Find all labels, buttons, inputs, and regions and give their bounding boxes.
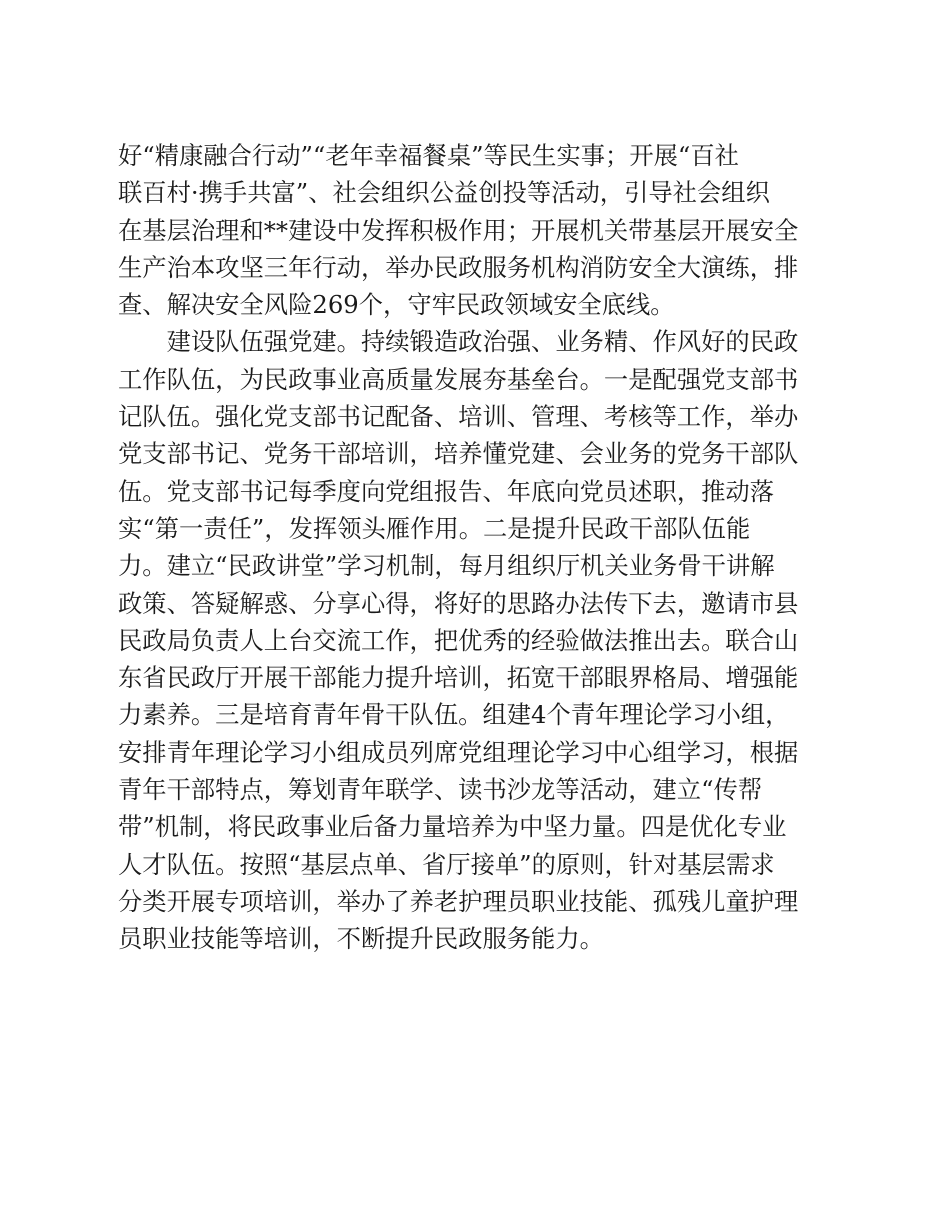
text-line: 分类开展专项培训，举办了养老护理员职业技能、孤残儿童护理 [118, 886, 799, 916]
text-line: 东省民政厅开展干部能力提升培训，拓宽干部眼界格局、增强能 [118, 663, 799, 693]
text-line: 查、解决安全风险269个，守牢民政领域安全底线。 [118, 290, 675, 320]
text-line: 伍。党支部书记每季度向党组报告、年底向党员述职，推动落 [118, 476, 775, 506]
text-line: 建设队伍强党建。持续锻造政治强、业务精、作风好的民政 [166, 327, 799, 357]
text-line: 人才队伍。按照“基层点单、省厅接单”的原则，针对基层需求 [118, 849, 775, 879]
text-line: 记队伍。强化党支部书记配备、培训、管理、考核等工作，举办 [118, 402, 799, 432]
text-line: 青年干部特点，筹划青年联学、读书沙龙等活动，建立“传帮 [118, 775, 763, 805]
text-line: 带”机制，将民政事业后备力量培养为中坚力量。四是优化专业 [118, 812, 787, 842]
text-line: 安排青年理论学习小组成员列席党组理论学习中心组学习，根据 [118, 737, 799, 767]
text-line: 力。建立“民政讲堂”学习机制，每月组织厅机关业务骨干讲解 [118, 551, 775, 581]
text-line: 联百村·携手共富”、社会组织公益创投等活动，引导社会组织 [118, 178, 770, 208]
text-line: 力素养。三是培育青年骨干队伍。组建4个青年理论学习小组， [118, 700, 790, 730]
text-line: 民政局负责人上台交流工作，把优秀的经验做法推出去。联合山 [118, 625, 799, 655]
text-line: 在基层治理和**建设中发挥积极作用；开展机关带基层开展安全 [118, 215, 799, 245]
text-line: 好“精康融合行动”“老年幸福餐桌”等民生实事；开展“百社 [118, 141, 739, 170]
text-line: 生产治本攻坚三年行动，举办民政服务机构消防安全大演练，排 [118, 252, 799, 282]
text-line: 员职业技能等培训，不断提升民政服务能力。 [118, 924, 604, 954]
text-line: 党支部书记、党务干部培训，培养懂党建、会业务的党务干部队 [118, 439, 799, 469]
text-line: 政策、答疑解惑、分享心得，将好的思路办法传下去，邀请市县 [118, 588, 799, 618]
document-page [118, 137, 812, 958]
text-line: 工作队伍，为民政事业高质量发展夯基垒台。一是配强党支部书 [118, 364, 799, 394]
text-line: 实“第一责任”，发挥领头雁作用。二是提升民政干部队伍能 [118, 513, 751, 543]
paragraph-1 [118, 137, 812, 323]
paragraph-2 [118, 323, 812, 957]
